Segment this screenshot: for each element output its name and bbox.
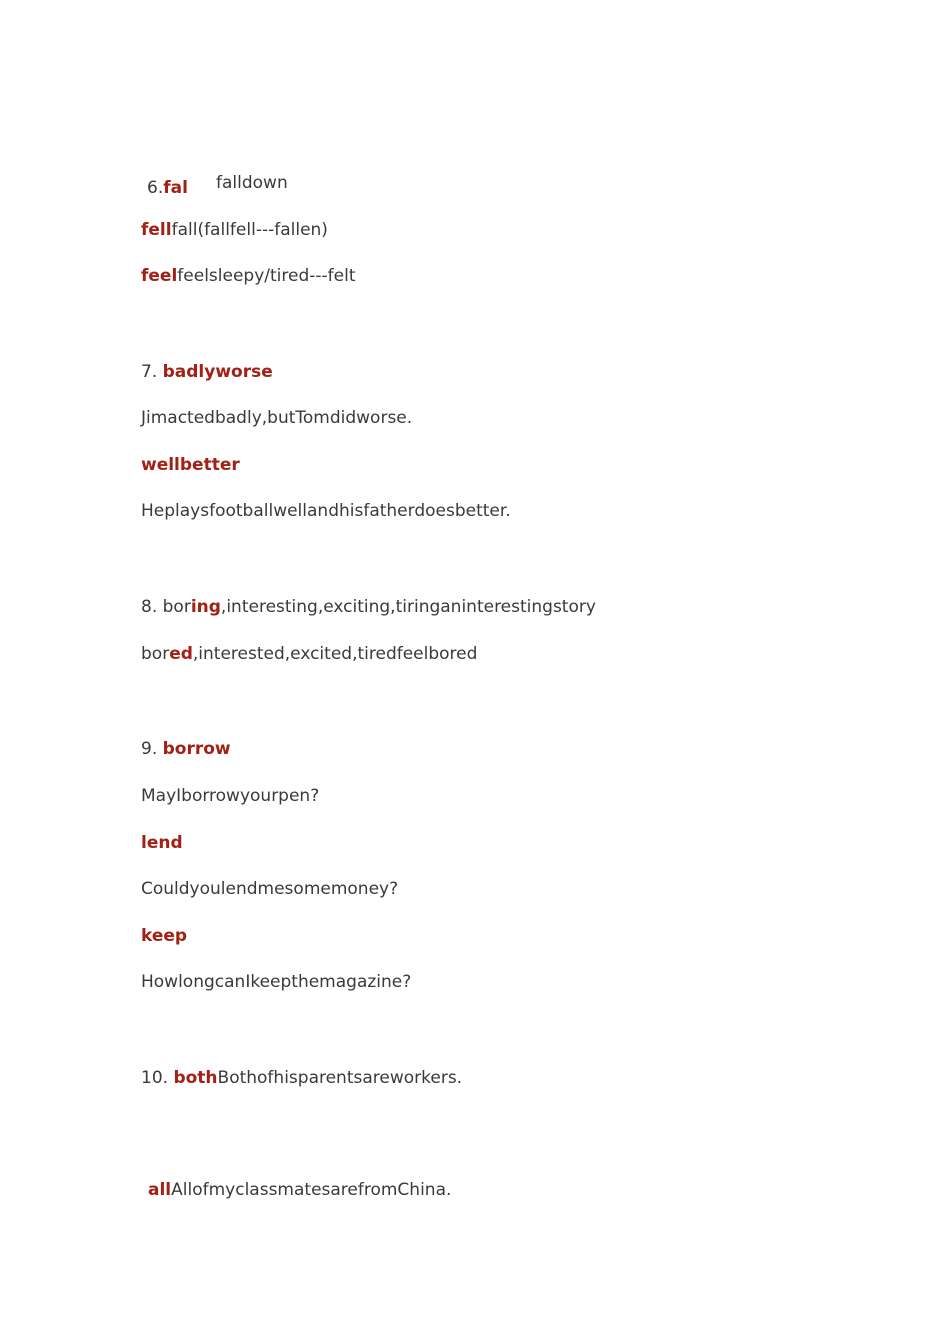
item-7-heading <box>141 361 273 383</box>
keyword: all <box>148 1180 172 1200</box>
keyword: wellbetter <box>141 455 240 475</box>
example-text: Couldyoulendmesomemoney? <box>141 879 399 899</box>
example-text: Bothofhisparentsareworkers. <box>217 1068 463 1088</box>
example-text: Jimactedbadly,butTomdidworse. <box>141 408 413 428</box>
keyword: badlyworse <box>162 362 273 382</box>
word-stem: bor <box>162 597 191 617</box>
keyword: keep <box>141 926 188 946</box>
item-8-line-2 <box>141 643 477 665</box>
keyword: ed <box>169 644 193 664</box>
item-9-example-3 <box>141 971 411 993</box>
keyword: ing <box>190 597 221 617</box>
example-text: ,interested,excited,tiredfeelbored <box>192 644 478 664</box>
item-6-heading <box>147 177 188 199</box>
item-number: 7. <box>141 362 163 382</box>
item-6-fell-line <box>141 219 328 241</box>
example-text: falldown <box>216 173 288 193</box>
example-text: AllofmyclassmatesarefromChina. <box>171 1180 452 1200</box>
item-10-heading <box>141 1067 462 1089</box>
item-number: 10. <box>141 1068 174 1088</box>
item-8-heading <box>141 596 596 618</box>
item-number: 6. <box>147 178 164 198</box>
item-7-example-1 <box>141 407 412 429</box>
example-text: MayIborrowyourpen? <box>141 786 320 806</box>
item-6-feel-line <box>141 265 356 287</box>
item-6-phrase <box>216 172 288 194</box>
keyword: borrow <box>162 739 231 759</box>
keyword: lend <box>141 833 183 853</box>
item-7-example-2 <box>141 500 511 522</box>
item-9-example-1 <box>141 785 319 807</box>
example-text: Heplaysfootballwellandhisfatherdoesbetter. <box>141 501 511 521</box>
item-10-all-line <box>148 1179 451 1201</box>
example-text: feelsleepy/tired---felt <box>177 266 356 286</box>
keyword: fell <box>141 220 172 240</box>
keyword: feel <box>141 266 178 286</box>
item-9-heading <box>141 738 231 760</box>
example-text: HowlongcanIkeepthemagazine? <box>141 972 412 992</box>
item-7-keyword-2 <box>141 454 240 476</box>
keyword: fal <box>163 178 188 198</box>
item-9-keyword-3 <box>141 925 187 947</box>
word-stem: bor <box>141 644 170 664</box>
item-9-example-2 <box>141 878 398 900</box>
example-text: ,interesting,exciting,tiringaninterestingstory <box>220 597 596 617</box>
item-number: 9. <box>141 739 163 759</box>
example-text: fall(fallfell---fallen) <box>171 220 328 240</box>
item-number: 8. <box>141 597 163 617</box>
item-9-keyword-2 <box>141 832 183 854</box>
keyword: both <box>173 1068 218 1088</box>
